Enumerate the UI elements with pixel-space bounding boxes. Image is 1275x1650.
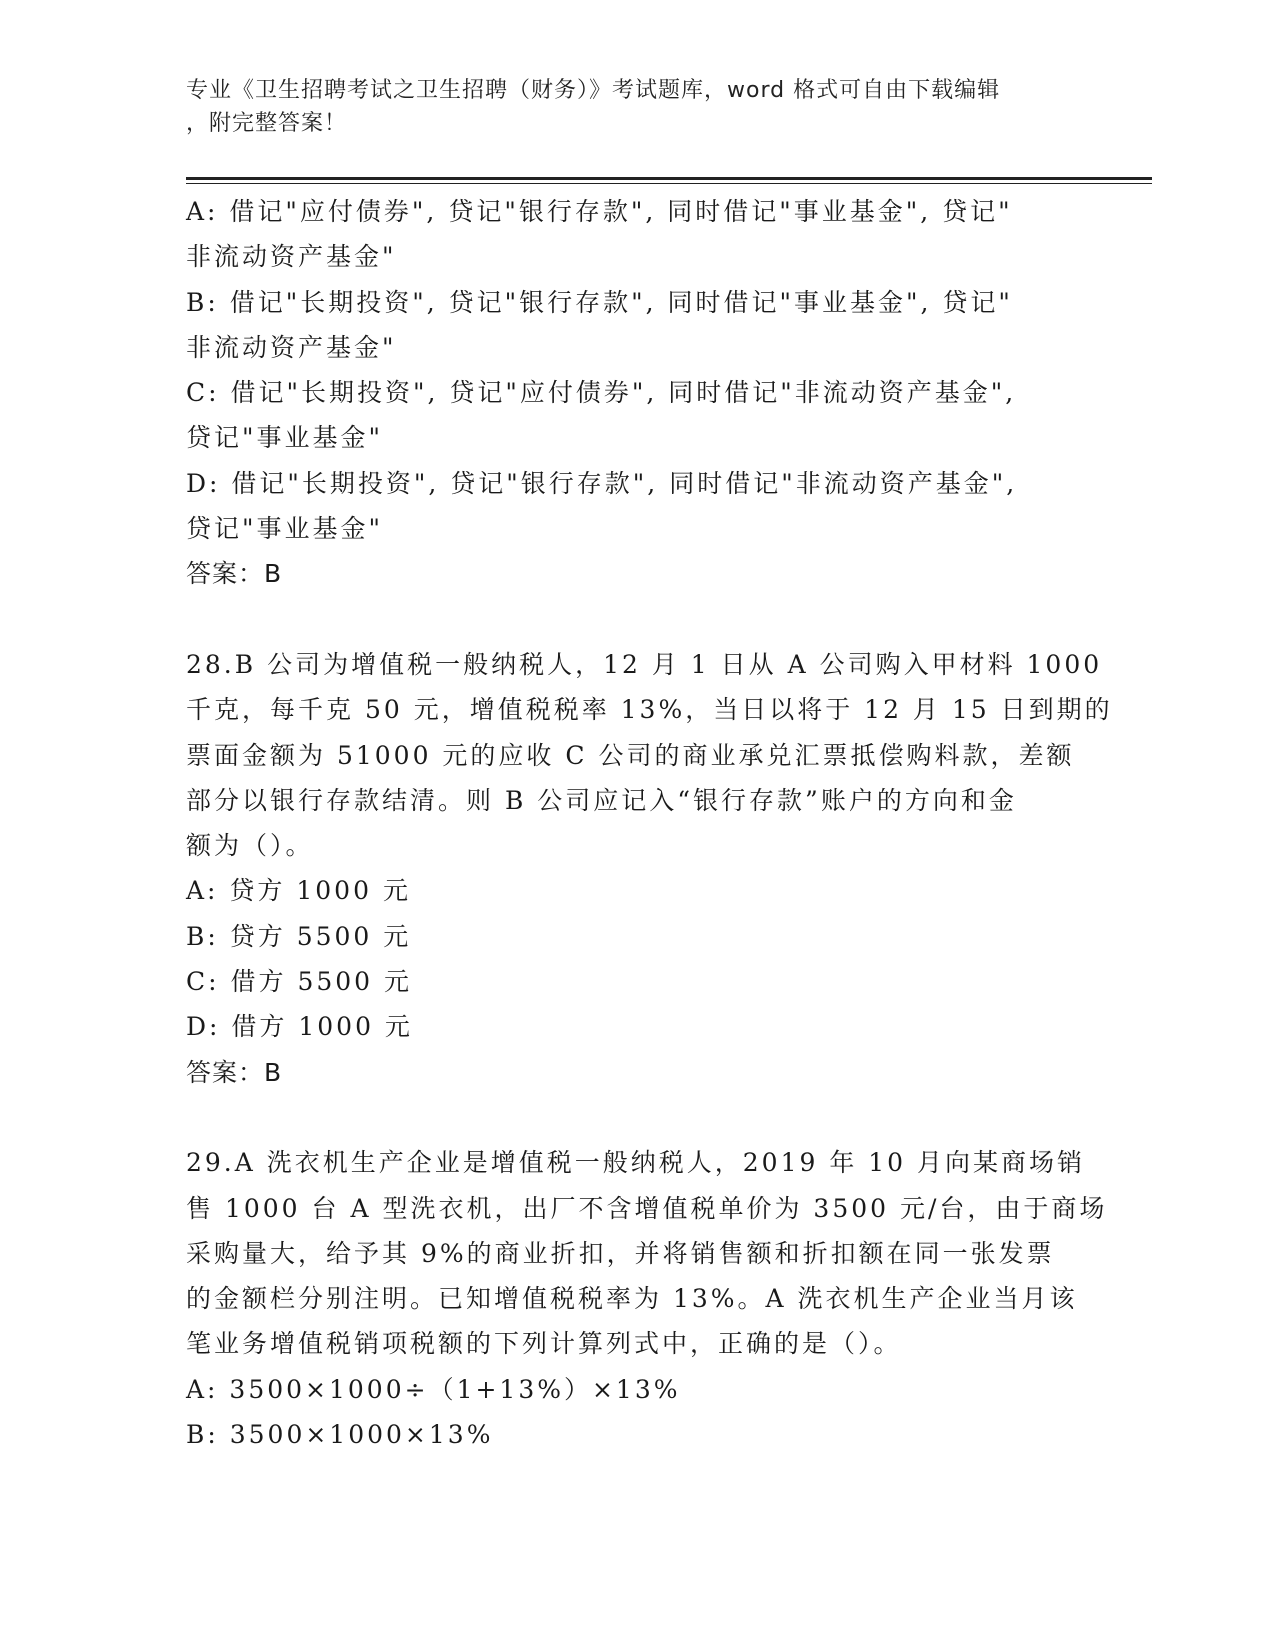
q28-option-a: A: 贷方 1000 元 xyxy=(186,876,411,906)
q29-option-b: B: 3500×1000×13% xyxy=(186,1420,494,1450)
q29-stem-line-2: 售 1000 台 A 型洗衣机，出厂不含增值税单价为 3500 元/台，由于商场 xyxy=(186,1193,1108,1223)
q29-option-a: A: 3500×1000÷（1+13%）×13% xyxy=(186,1374,681,1404)
q27-option-d-line-2: 贷记"事业基金" xyxy=(186,514,383,544)
document-header xyxy=(186,74,1066,140)
q27-option-b-line-2: 非流动资产基金" xyxy=(186,332,397,362)
q29-stem-line-1: 29.A 洗衣机生产企业是增值税一般纳税人，2019 年 10 月向某商场销 xyxy=(186,1148,1086,1178)
question-27 xyxy=(186,189,1086,597)
q27-option-d-line-1: D: 借记"长期投资", 贷记"银行存款", 同时借记"非流动资产基金", xyxy=(186,468,1018,498)
question-28 xyxy=(186,642,1113,1095)
q28-stem-line-1: 28.B 公司为增值税一般纳税人，12 月 1 日从 A 公司购入甲材料 1000 xyxy=(186,649,1103,679)
q28-option-d: D: 借方 1000 元 xyxy=(186,1012,413,1042)
q27-answer: 答案：B xyxy=(186,559,283,589)
spacer xyxy=(186,1095,1086,1140)
q29-stem-line-4: 的金额栏分别注明。已知增值税税率为 13%。A 洗衣机生产企业当月该 xyxy=(186,1284,1078,1314)
q29-stem-line-3: 采购量大，给予其 9%的商业折扣，并将销售额和折扣额在同一张发票 xyxy=(186,1238,1055,1268)
q28-stem-line-3: 票面金额为 51000 元的应收 C 公司的商业承兑汇票抵偿购料款，差额 xyxy=(186,740,1075,770)
question-29 xyxy=(186,1140,1108,1457)
q27-option-a-line-2: 非流动资产基金" xyxy=(186,242,397,272)
header-divider-thin xyxy=(186,183,1152,184)
q27-option-a-line-1: A: 借记"应付债券", 贷记"银行存款", 同时借记"事业基金", 贷记" xyxy=(186,197,1013,226)
header-line-1: 专业《卫生招聘考试之卫生招聘（财务）》考试题库，word 格式可自由下载编辑 xyxy=(186,78,1001,103)
document-body xyxy=(186,189,1113,1457)
header-line-2: ，附完整答案！ xyxy=(186,111,348,136)
q28-option-c: C: 借方 5500 元 xyxy=(186,967,413,997)
q28-option-b: B: 贷方 5500 元 xyxy=(186,921,412,951)
q28-stem-line-4: 部分以银行存款结清。则 B 公司应记入“银行存款”账户的方向和金 xyxy=(186,785,1017,815)
q27-option-c-line-1: C: 借记"长期投资", 贷记"应付债券", 同时借记"非流动资产基金", xyxy=(186,378,1017,408)
q28-stem-line-5: 额为（）。 xyxy=(186,831,314,861)
spacer xyxy=(186,597,1086,642)
q28-answer: 答案：B xyxy=(186,1057,283,1087)
q27-option-b-line-1: B: 借记"长期投资", 贷记"银行存款", 同时借记"事业基金", 贷记" xyxy=(186,287,1013,317)
q29-stem-line-5: 笔业务增值税销项税额的下列计算列式中，正确的是（）。 xyxy=(186,1329,902,1359)
q27-option-c-line-2: 贷记"事业基金" xyxy=(186,423,383,453)
header-divider-thick xyxy=(186,177,1152,180)
q28-stem-line-2: 千克，每千克 50 元，增值税税率 13%，当日以将于 12 月 15 日到期的 xyxy=(186,695,1113,725)
